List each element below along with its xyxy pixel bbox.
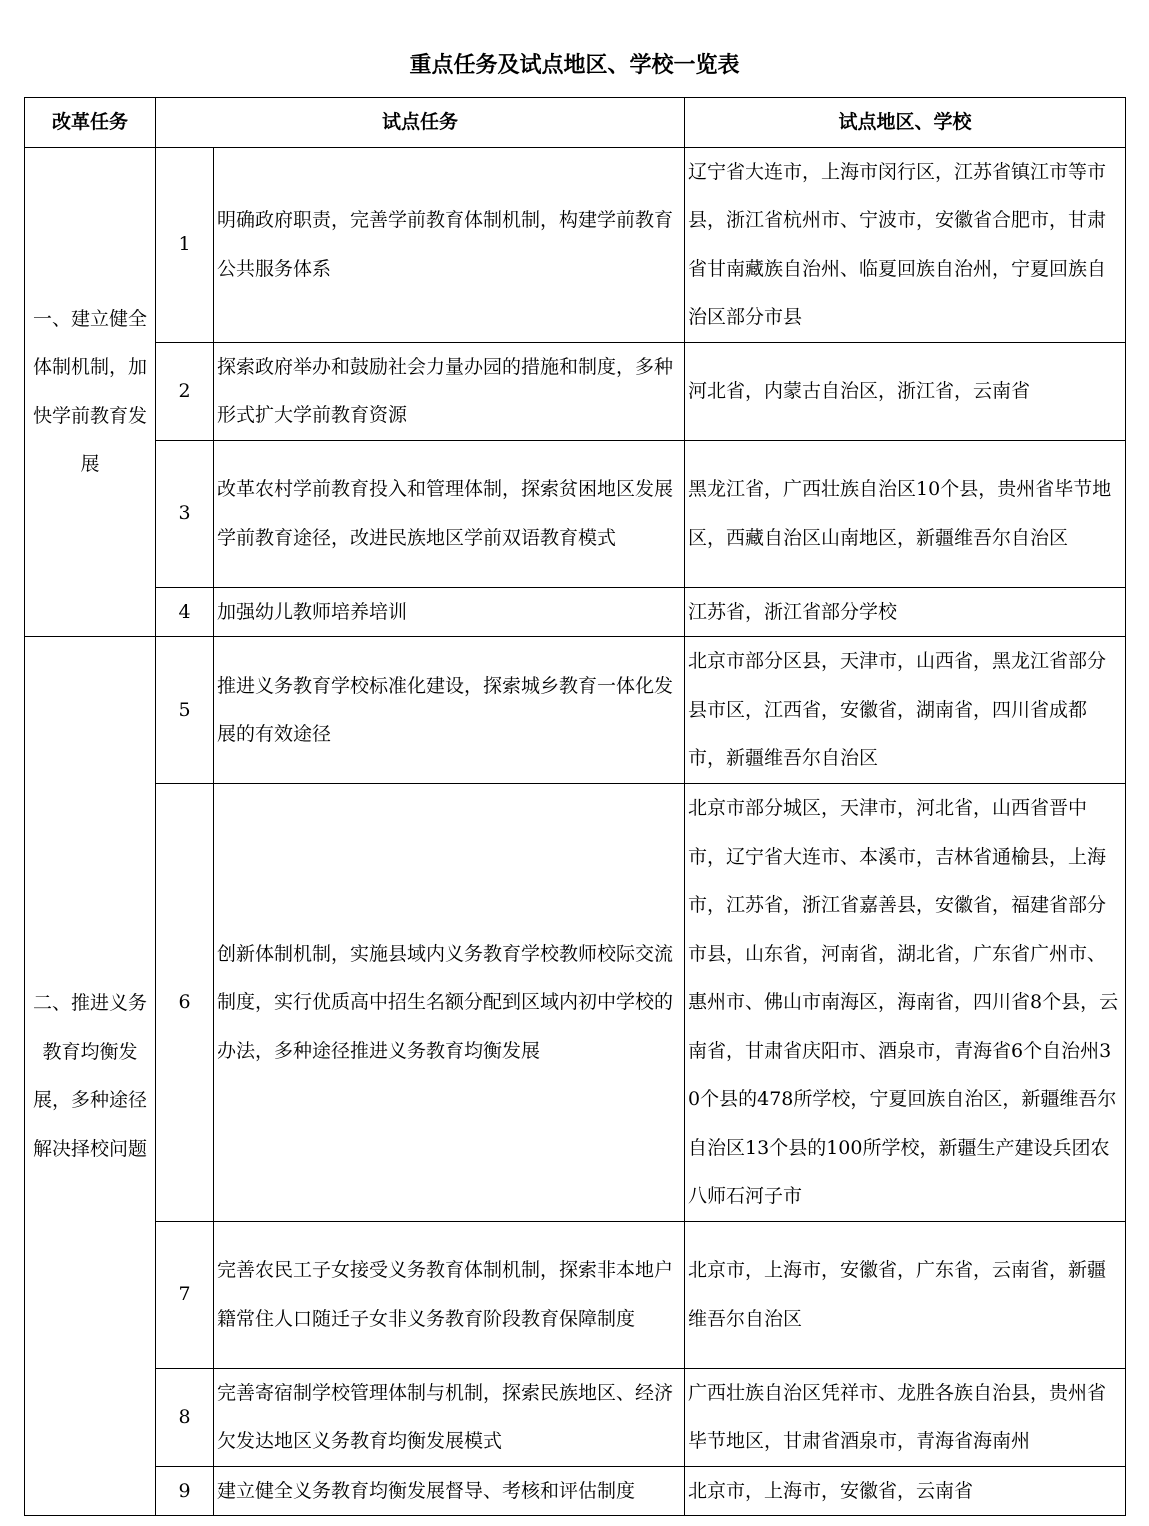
table-row bbox=[25, 147, 1126, 342]
row-number: 1 bbox=[156, 147, 214, 342]
task-cell: 创新体制机制，实施县域内义务教育学校教师校际交流制度，实行优质高中招生名额分配到区域内初中学校的办法，多种途径推进义务教育均衡发展 bbox=[214, 784, 685, 1222]
task-cell: 加强幼儿教师培养培训 bbox=[214, 587, 685, 637]
areas-cell: 北京市部分城区，天津市，河北省，山西省晋中市，辽宁省大连市、本溪市，吉林省通榆县，上海市，江苏省，浙江省嘉善县，安徽省，福建省部分市县，山东省，河南省，湖北省，广东省广州市、惠州市、佛山市南海区，海南省，四川省8个县，云南省，甘肃省庆阳市、酒泉市，青海省6个自治州30个县的478所学校，宁夏回族自治区，新疆维吾尔自治区13个县的100所学校，新疆生产建设兵团农八师石河子市 bbox=[685, 784, 1126, 1222]
table-row bbox=[25, 1368, 1126, 1466]
table-row bbox=[25, 1221, 1126, 1368]
task-cell: 明确政府职责，完善学前教育体制机制，构建学前教育公共服务体系 bbox=[214, 147, 685, 342]
task-cell: 建立健全义务教育均衡发展督导、考核和评估制度 bbox=[214, 1466, 685, 1516]
row-number: 5 bbox=[156, 637, 214, 784]
row-number: 8 bbox=[156, 1368, 214, 1466]
table-row bbox=[25, 440, 1126, 587]
table-row bbox=[25, 587, 1126, 637]
row-number: 3 bbox=[156, 440, 214, 587]
areas-cell: 北京市部分区县，天津市，山西省，黑龙江省部分县市区，江西省，安徽省，湖南省，四川省成都市，新疆维吾尔自治区 bbox=[685, 637, 1126, 784]
areas-cell: 北京市，上海市，安徽省，云南省 bbox=[685, 1466, 1126, 1516]
areas-cell: 黑龙江省，广西壮族自治区10个县，贵州省毕节地区，西藏自治区山南地区，新疆维吾尔自治区 bbox=[685, 440, 1126, 587]
row-number: 7 bbox=[156, 1221, 214, 1368]
row-number: 9 bbox=[156, 1466, 214, 1516]
table-row bbox=[25, 784, 1126, 1222]
header-reform-task: 改革任务 bbox=[25, 98, 156, 148]
row-number: 4 bbox=[156, 587, 214, 637]
category-cell: 一、建立健全体制机制，加快学前教育发展 bbox=[25, 147, 156, 637]
pilot-table bbox=[24, 97, 1126, 1516]
header-pilot-task: 试点任务 bbox=[156, 98, 685, 148]
areas-cell: 辽宁省大连市，上海市闵行区，江苏省镇江市等市县，浙江省杭州市、宁波市，安徽省合肥市，甘肃省甘南藏族自治州、临夏回族自治州，宁夏回族自治区部分市县 bbox=[685, 147, 1126, 342]
task-cell: 探索政府举办和鼓励社会力量办园的措施和制度，多种形式扩大学前教育资源 bbox=[214, 342, 685, 440]
task-cell: 推进义务教育学校标准化建设，探索城乡教育一体化发展的有效途径 bbox=[214, 637, 685, 784]
category-cell: 二、推进义务教育均衡发展，多种途径解决择校问题 bbox=[25, 637, 156, 1516]
areas-cell: 河北省，内蒙古自治区，浙江省，云南省 bbox=[685, 342, 1126, 440]
document-title: 重点任务及试点地区、学校一览表 bbox=[409, 52, 740, 78]
table-row bbox=[25, 637, 1126, 784]
row-number: 6 bbox=[156, 784, 214, 1222]
task-cell: 完善寄宿制学校管理体制与机制，探索民族地区、经济欠发达地区义务教育均衡发展模式 bbox=[214, 1368, 685, 1466]
table-row bbox=[25, 342, 1126, 440]
areas-cell: 北京市，上海市，安徽省，广东省，云南省，新疆维吾尔自治区 bbox=[685, 1221, 1126, 1368]
task-cell: 改革农村学前教育投入和管理体制，探索贫困地区发展学前教育途径，改进民族地区学前双语教育模式 bbox=[214, 440, 685, 587]
areas-cell: 江苏省，浙江省部分学校 bbox=[685, 587, 1126, 637]
task-cell: 完善农民工子女接受义务教育体制机制，探索非本地户籍常住人口随迁子女非义务教育阶段教育保障制度 bbox=[214, 1221, 685, 1368]
table-row bbox=[25, 1466, 1126, 1516]
header-row bbox=[25, 98, 1126, 148]
areas-cell: 广西壮族自治区凭祥市、龙胜各族自治县，贵州省毕节地区，甘肃省酒泉市，青海省海南州 bbox=[685, 1368, 1126, 1466]
row-number: 2 bbox=[156, 342, 214, 440]
header-pilot-area: 试点地区、学校 bbox=[685, 98, 1126, 148]
